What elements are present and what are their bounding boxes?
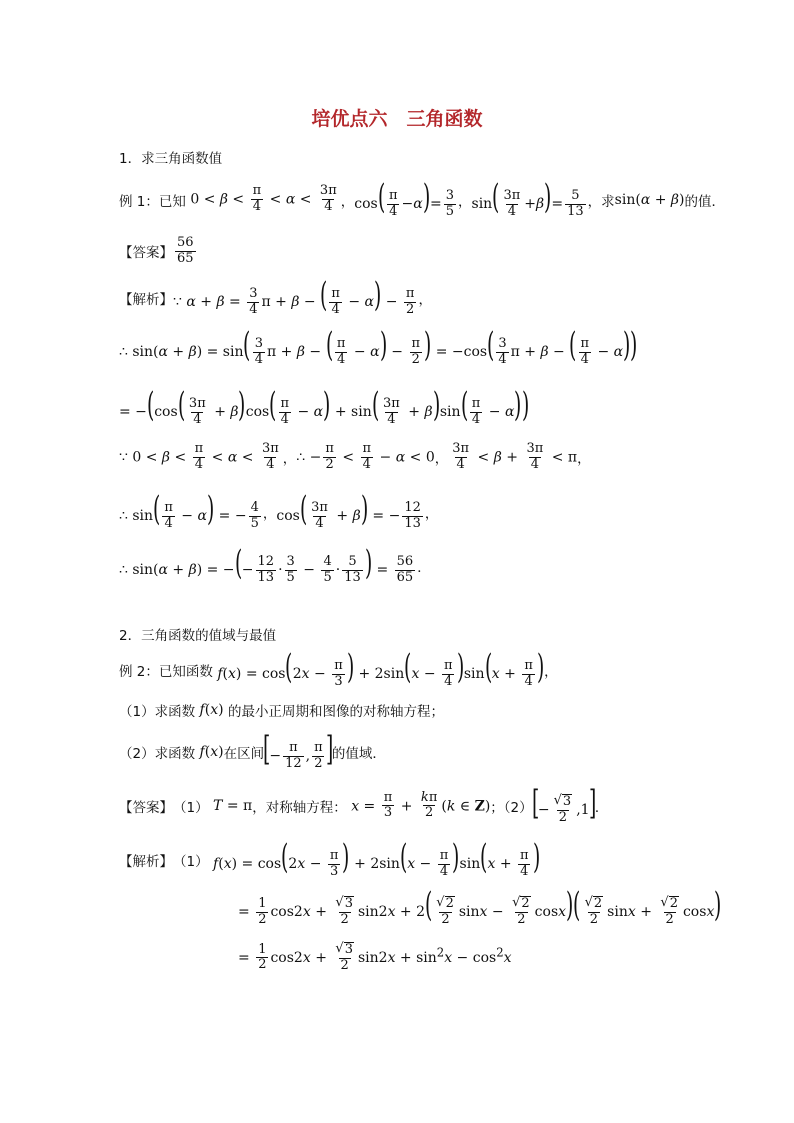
analysis-2-line-2: = $\frac{1}{2}$ cos2x + √ 3 2 sin2x + 2( √ 2 2 sinx − √ 2 2 cosx)( √ 2 2 sinx + √ 2 2 cosx) <box>238 885 722 927</box>
answer-fraction: $\frac{56}{65}$ <box>177 235 194 266</box>
question-2: （2）求函数 f(x) 在区间 [− $\frac{\pi}{12}$ , $\frac{\pi}{2}$ ] 的值域． <box>119 729 386 771</box>
example-1-line: 例 1：已知 0 < β < $\frac{\pi}{4}$ < α < $\frac{3\pi}{4}$ ， cos( $\frac{\pi}{4}$ −α)= $\frac{3}{5}$ ， sin( $\frac{3\pi}{4}$ +β)= $\frac{5}{13}$ ，求 sin(α + β) 的值． <box>119 177 725 219</box>
section-heading-2: 2．三角函数的值域与最值 <box>119 628 277 644</box>
page-title: 培优点六 三角函数 <box>311 108 483 130</box>
analysis-label: 【解析】 <box>119 291 173 308</box>
analysis-2-line-1: 【解析】 （1） f(x) = cos(2x − $\frac{\pi}{3}$ ) + 2sin(x − $\frac{\pi}{4}$ )sin(x + $\frac{\pi}{4}$ ) <box>119 837 540 879</box>
analysis-1-line-1: 【解析】 ∵ α + β = $\frac{3}{4}$ π + β − ( $\frac{\pi}{4}$ − α) − $\frac{\pi}{2}$ ， <box>119 275 432 317</box>
section-heading-1: 1．求三角函数值 <box>119 151 223 167</box>
analysis-1-line-5: ∴ sin( $\frac{\pi}{4}$ − α) = − $\frac{4}{5}$ ， cos( $\frac{3\pi}{4}$ + β) = − $\frac{12}{13}$ ， <box>119 489 439 531</box>
answer-1 <box>119 236 198 267</box>
analysis-label-2: 【解析】 <box>119 853 173 870</box>
example-1-sin: sin( $\frac{3\pi}{4}$ +β)= $\frac{5}{13}$ <box>471 177 584 219</box>
analysis-2-line-3: = $\frac{1}{2}$ cos2x + √ 3 2 $\sin 2x + \sin^2x - \cos^2x$ <box>238 941 512 973</box>
answer-2: 【答案】 （1） T = π ，对称轴方程： x = $\frac{\pi}{3}$ + $\frac{k\pi}{2}$ (k ∈ Z) ；（2） [− √ 3 2 ,1] ． <box>119 783 609 825</box>
analysis-1-line-4: ∵ 0 < β < $\frac{\pi}{4}$ < α < $\frac{3\pi}{4}$ ， ∴ − $\frac{\pi}{2}$ < $\frac{\pi}{4}$ − α < 0 ， $\frac{3\pi}{4}$ < β + $\frac{3\pi}{4}$ < π ， <box>119 441 591 472</box>
example-1-label: 例 1：已知 <box>119 193 186 210</box>
analysis-1-line-2: ∴ sin(α + β) = sin( $\frac{3}{4}$ π + β − ( $\frac{\pi}{4}$ − α) − $\frac{\pi}{2}$ ) = −cos( $\frac{3}{4}$ π + β − ( $\frac{\pi}{4}$ − α)) <box>119 325 638 367</box>
analysis-1-line-6: ∴ sin(α + β) = −(− $\frac{12}{13}$ · $\frac{3}{5}$ − $\frac{4}{5}$ · $\frac{5}{13}$ ) = $\frac{56}{65}$ ． <box>119 543 431 585</box>
analysis-1-line-3: = −(cos( $\frac{3\pi}{4}$ + β)cos( $\frac{\pi}{4}$ − α) + sin( $\frac{3\pi}{4}$ + β)sin( $\frac{\pi}{4}$ − α)) <box>119 385 529 427</box>
example-2-label: 例 2：已知函数 <box>119 663 213 680</box>
example-2-line: 例 2：已知函数 f(x) = cos(2x − $\frac{\pi}{3}$ ) + 2sin(x − $\frac{\pi}{4}$ )sin(x + $\frac{\pi}{4}$ ) ， <box>119 647 558 689</box>
answer-label: 【答案】 <box>119 245 173 262</box>
example-1-cos: cos( $\frac{\pi}{4}$ −α)= $\frac{3}{5}$ <box>354 177 455 219</box>
example-1-condition: 0 < β < $\frac{\pi}{4}$ < α < $\frac{3\pi}{4}$ <box>185 183 337 215</box>
question-1: （1）求函数 f(x) 的最小正周期和图像的对称轴方程； <box>119 702 445 720</box>
answer-label-2: 【答案】 <box>119 799 173 816</box>
